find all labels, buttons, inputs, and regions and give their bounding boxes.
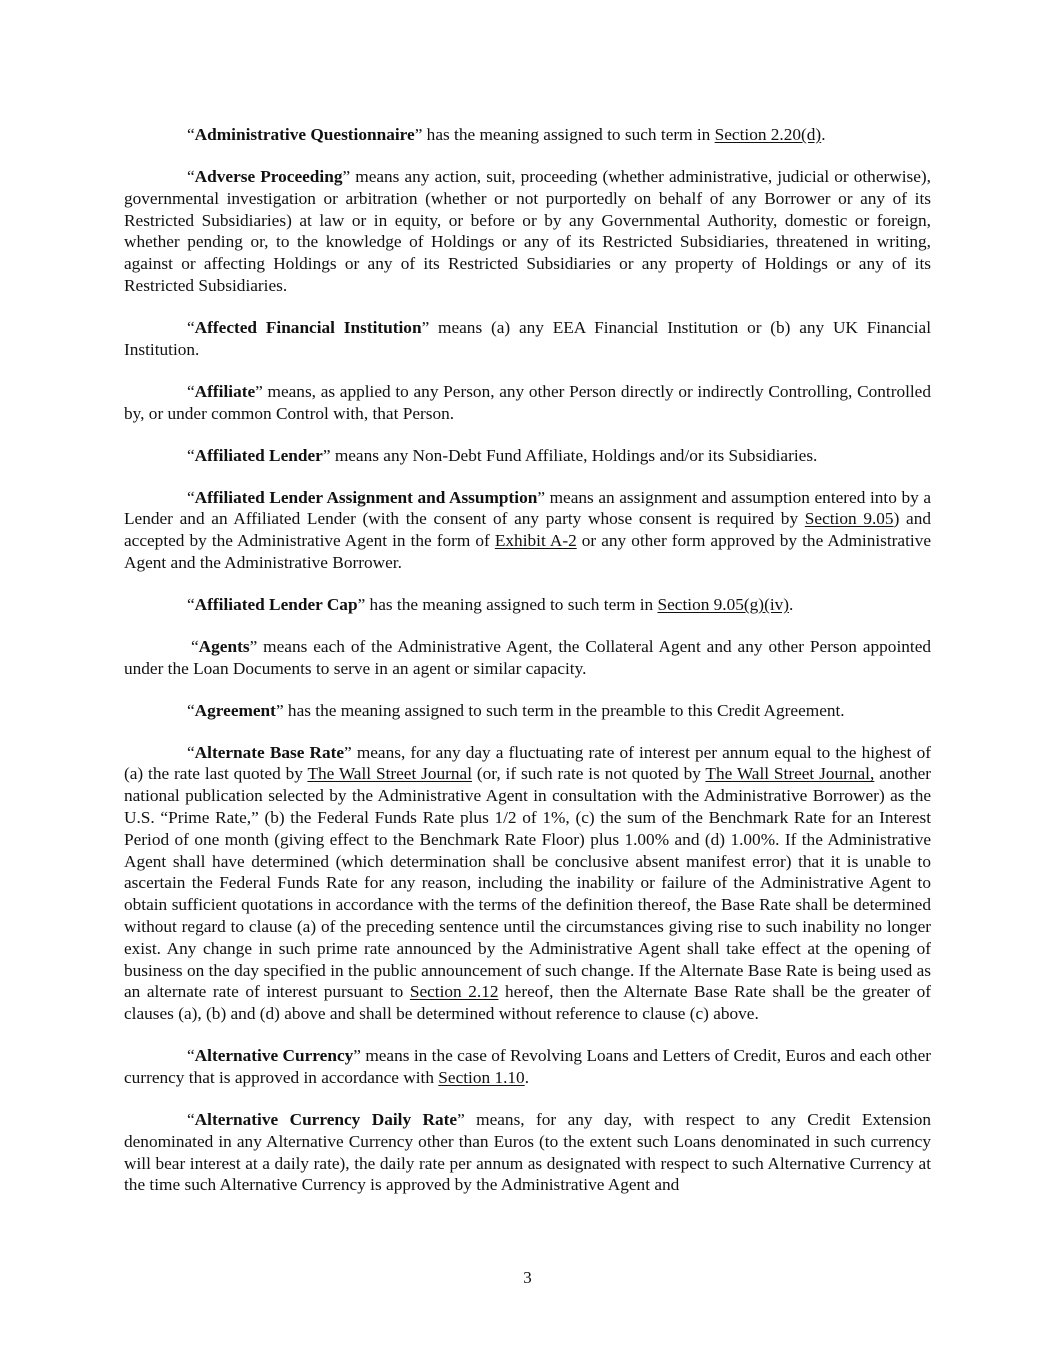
- definition-administrative-questionnaire: “Administrative Questionnaire” has the meaning assigned to such term in Section 2.20(d).: [187, 125, 826, 144]
- definition-alternate-base-rate: “Alternate Base Rate” means, for any day a fluctuating rate of interest per annum equal to the highest of (a) the rate last quoted by The Wall Street Journal (or, if such rate is not quoted by The Wall Street Journal, another national publication selected by the Administrative Agent in consultation with the Administrative Borrower) as the U.S. “Prime Rate,” (b) the Federal Funds Rate plus 1/2 of 1%, (c) the sum of the Benchmark Rate for an Interest Period of one month (giving effect to the Benchmark Rate Floor) plus 1.00% and (d) 1.00%. If the Administrative Agent shall have determined (which determination shall be conclusive absent manifest error) that it is unable to ascertain the Federal Funds Rate for any reason, including the inability or failure of the Administrative Agent to obtain sufficient quotations in accordance with the terms of the definition thereof, the Base Rate shall be determined without regard to clause (a) of the preceding sentence until the circumstances giving rise to such inability no longer exist. Any change in such prime rate announced by the Administrative Agent shall take effect at the opening of business on the day specified in the public announcement of such change. If the Alternate Base Rate is being used as an alternate rate of interest pursuant to Section 2.12 hereof, then the Alternate Base Rate shall be the greater of clauses (a), (b) and (d) above and shall be determined without reference to clause (c) above.: [124, 742, 932, 1024]
- defined-term: Alternative Currency: [194, 1046, 354, 1066]
- page-number: 3: [523, 1268, 532, 1287]
- definition-affected-financial-institution: “Affected Financial Institution” means (a) any EEA Financial Institution or (b) any UK Financial Institution.: [124, 317, 932, 359]
- definition-affiliated-lender-assignment: “Affiliated Lender Assignment and Assumption” means an assignment and assumption entered into by a Lender and an Affiliated Lender (with the consent of any party whose consent is required by Section 9.05) and accepted by the Administrative Agent in the form of Exhibit A-2 or any other form approved by the Administrative Agent and the Administrative Borrower.: [124, 487, 932, 572]
- cross-reference-link[interactable]: Exhibit A-2: [494, 531, 577, 551]
- definition-alternative-currency-daily-rate: “Alternative Currency Daily Rate” means, for any day, with respect to any Credit Extension denominated in any Alternative Currency other than Euros (to the extent such Loans denominated in such currency will bear interest at a daily rate), the daily rate per annum as designated with respect to such Alternative Currency at the time such Alternative Currency is approved by the Administrative Agent and: [124, 1109, 932, 1195]
- defined-term: Affiliated Lender: [194, 445, 323, 465]
- cross-reference-link[interactable]: Section 2.20(d): [714, 125, 822, 144]
- definition-affiliated-lender: “Affiliated Lender” means any Non-Debt Fund Affiliate, Holdings and/or its Subsidiaries.: [187, 445, 818, 465]
- cross-reference-link[interactable]: Section 1.10: [438, 1067, 525, 1087]
- cross-reference-link[interactable]: Section 2.12: [409, 982, 499, 1002]
- defined-term: Agents: [198, 636, 250, 656]
- cross-reference-link[interactable]: Section 9.05(g)(iv): [657, 594, 790, 614]
- defined-term: Agreement: [194, 700, 276, 720]
- defined-term: Alternative Currency Daily Rate: [194, 1109, 458, 1129]
- definition-affiliated-lender-cap: “Affiliated Lender Cap” has the meaning assigned to such term in Section 9.05(g)(iv).: [187, 594, 794, 614]
- definition-adverse-proceeding: “Adverse Proceeding” means any action, suit, proceeding (whether administrative, judicial or otherwise), governmental investigation or arbitration (whether or not purportedly on behalf of any Borrower or any of its Restricted Subsidiaries) at law or in equity, or before or by any Governmental Authority, domestic or foreign, whether pending or, to the knowledge of Holdings or any of its Restricted Subsidiaries, threatened in writing, against or affecting Holdings or any of its Restricted Subsidiaries or any property of Holdings or any of its Restricted Subsidiaries.: [124, 166, 931, 295]
- defined-term: Affiliated Lender Assignment and Assumption: [194, 487, 538, 507]
- definitions-section: [124, 124, 931, 1216]
- defined-term: Adverse Proceeding: [194, 166, 343, 186]
- definition-alternative-currency: “Alternative Currency” means in the case of Revolving Loans and Letters of Credit, Euros and each other currency that is approved in accordance with Section 1.10.: [124, 1046, 932, 1087]
- cross-reference-link[interactable]: The Wall Street Journal: [307, 764, 473, 784]
- defined-term: Affiliate: [194, 381, 256, 401]
- defined-term: Affected Financial Institution: [194, 317, 422, 337]
- defined-term: Administrative Questionnaire: [194, 125, 415, 144]
- defined-term: Affiliated Lender Cap: [194, 594, 358, 614]
- definition-affiliate: “Affiliate” means, as applied to any Person, any other Person directly or indirectly Controlling, Controlled by, or under common Control with, that Person.: [124, 381, 931, 423]
- cross-reference-link[interactable]: Section 9.05: [804, 509, 894, 529]
- defined-term: Alternate Base Rate: [194, 742, 345, 762]
- definition-agents: “Agents” means each of the Administrative Agent, the Collateral Agent and any other Person appointed under the Loan Documents to serve in an agent or similar capacity.: [124, 636, 931, 678]
- cross-reference-link[interactable]: The Wall Street Journal,: [705, 764, 875, 784]
- definition-agreement: “Agreement” has the meaning assigned to such term in the preamble to this Credit Agreement.: [187, 700, 845, 720]
